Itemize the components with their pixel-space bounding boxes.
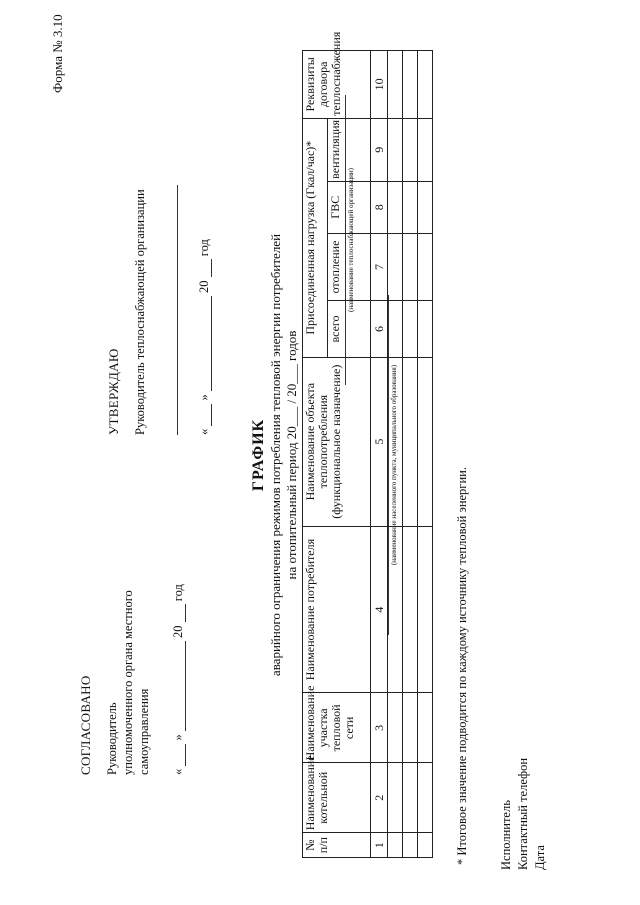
agreed-line: уполномоченного органа местного	[121, 590, 135, 775]
column-number: 9	[371, 118, 388, 181]
table-cell	[388, 233, 403, 301]
table-cell	[403, 51, 418, 119]
year-prefix: 20	[171, 625, 185, 638]
table-cell	[388, 526, 403, 693]
column-number: 5	[371, 357, 388, 526]
table-cell	[418, 118, 433, 181]
table-cell	[403, 301, 418, 357]
column-number: 8	[371, 181, 388, 233]
table-cell	[388, 833, 403, 858]
table-row	[403, 51, 418, 858]
footer-phone: Контактный телефон	[516, 757, 530, 870]
approved-date-row	[196, 75, 212, 435]
header-load-vent: вентиляция	[328, 118, 371, 181]
header-boiler: Наименование котельной	[303, 763, 371, 833]
table-cell	[388, 301, 403, 357]
table-cell	[403, 118, 418, 181]
year-suffix: год	[171, 584, 185, 602]
table-cell	[418, 233, 433, 301]
table-cell	[418, 693, 433, 763]
table-cell	[418, 833, 433, 858]
date-open-quote: «	[171, 768, 185, 775]
settlement-caption: (наименование населенного пункта, муниципального образования)	[390, 364, 398, 566]
organization-caption: (наименование теплоснабжающей организации)	[347, 168, 355, 312]
column-number: 2	[371, 763, 388, 833]
approved-heading: УТВЕРЖДАЮ	[106, 348, 121, 435]
approved-line: Руководитель теплоснабжающей организации	[133, 189, 147, 435]
footer-block	[498, 758, 549, 870]
month-blank	[198, 296, 212, 391]
title-line-1: аварийного ограничения режимов потребления тепловой энергии потребителей	[268, 233, 283, 677]
agreed-date-row	[170, 455, 186, 775]
table-cell	[418, 526, 433, 693]
form-number: Форма № 3.10	[50, 14, 65, 93]
table-cell	[388, 693, 403, 763]
year-blank	[198, 259, 212, 277]
title-line-2: на отопительный период 20___ / 20___ годов	[284, 330, 299, 580]
table-row	[388, 51, 403, 858]
signature-blank	[164, 185, 178, 435]
approval-block-agreed	[78, 455, 186, 775]
table-cell	[403, 357, 418, 526]
column-number: 10	[371, 51, 388, 119]
agreed-line: Руководитель	[105, 702, 119, 775]
footer-date: Дата	[533, 845, 547, 870]
table-cell	[403, 693, 418, 763]
header-load-heating: отопление	[328, 233, 371, 301]
month-blank	[172, 641, 186, 731]
table-cell	[388, 118, 403, 181]
column-number: 6	[371, 301, 388, 357]
header-load: Присоединенная нагрузка (Гкал/час)*	[303, 118, 328, 357]
footer-executor: Исполнитель	[499, 800, 513, 870]
agreed-heading: СОГЛАСОВАНО	[78, 675, 93, 775]
table-cell	[403, 181, 418, 233]
footnote: * Итоговое значение подводится по каждому источнику тепловой энергии.	[455, 467, 469, 865]
table-cell	[388, 357, 403, 526]
year-suffix: год	[197, 239, 211, 257]
table-cell	[418, 181, 433, 233]
table-cell	[403, 233, 418, 301]
table-cell	[418, 301, 433, 357]
approval-block-approved	[106, 75, 212, 435]
header-load-total: всего	[328, 301, 371, 357]
header-num: № п/п	[303, 833, 371, 858]
table-cell	[418, 357, 433, 526]
column-number: 4	[371, 526, 388, 693]
date-close-quote: »	[171, 734, 185, 741]
day-blank	[198, 404, 212, 426]
column-number: 1	[371, 833, 388, 858]
header-load-gvs: ГВС	[328, 181, 371, 233]
header-consumer: Наименование потребителя	[303, 526, 371, 693]
header-section: Наименование участка тепловой сети	[303, 693, 371, 763]
column-number: 7	[371, 233, 388, 301]
table-cell	[388, 181, 403, 233]
table-cell	[418, 51, 433, 119]
table-row	[418, 51, 433, 858]
year-prefix: 20	[197, 280, 211, 293]
table-cell	[388, 763, 403, 833]
header-contract: Реквизиты договора теплоснабжения	[303, 51, 371, 119]
table-cell	[388, 51, 403, 119]
year-blank	[172, 604, 186, 622]
title-heading: ГРАФИК	[250, 418, 267, 492]
schedule-table	[302, 31, 433, 858]
table-cell	[418, 763, 433, 833]
day-blank	[172, 744, 186, 766]
document-title	[250, 125, 300, 785]
table-cell	[403, 833, 418, 858]
date-open-quote: «	[197, 428, 211, 435]
date-close-quote: »	[197, 394, 211, 401]
table-cell	[403, 526, 418, 693]
table-cell	[403, 763, 418, 833]
header-object: Наименование объекта теплопотребления (функциональное назначение)	[303, 357, 371, 526]
column-number: 3	[371, 693, 388, 763]
agreed-line: самоуправления	[137, 688, 151, 775]
